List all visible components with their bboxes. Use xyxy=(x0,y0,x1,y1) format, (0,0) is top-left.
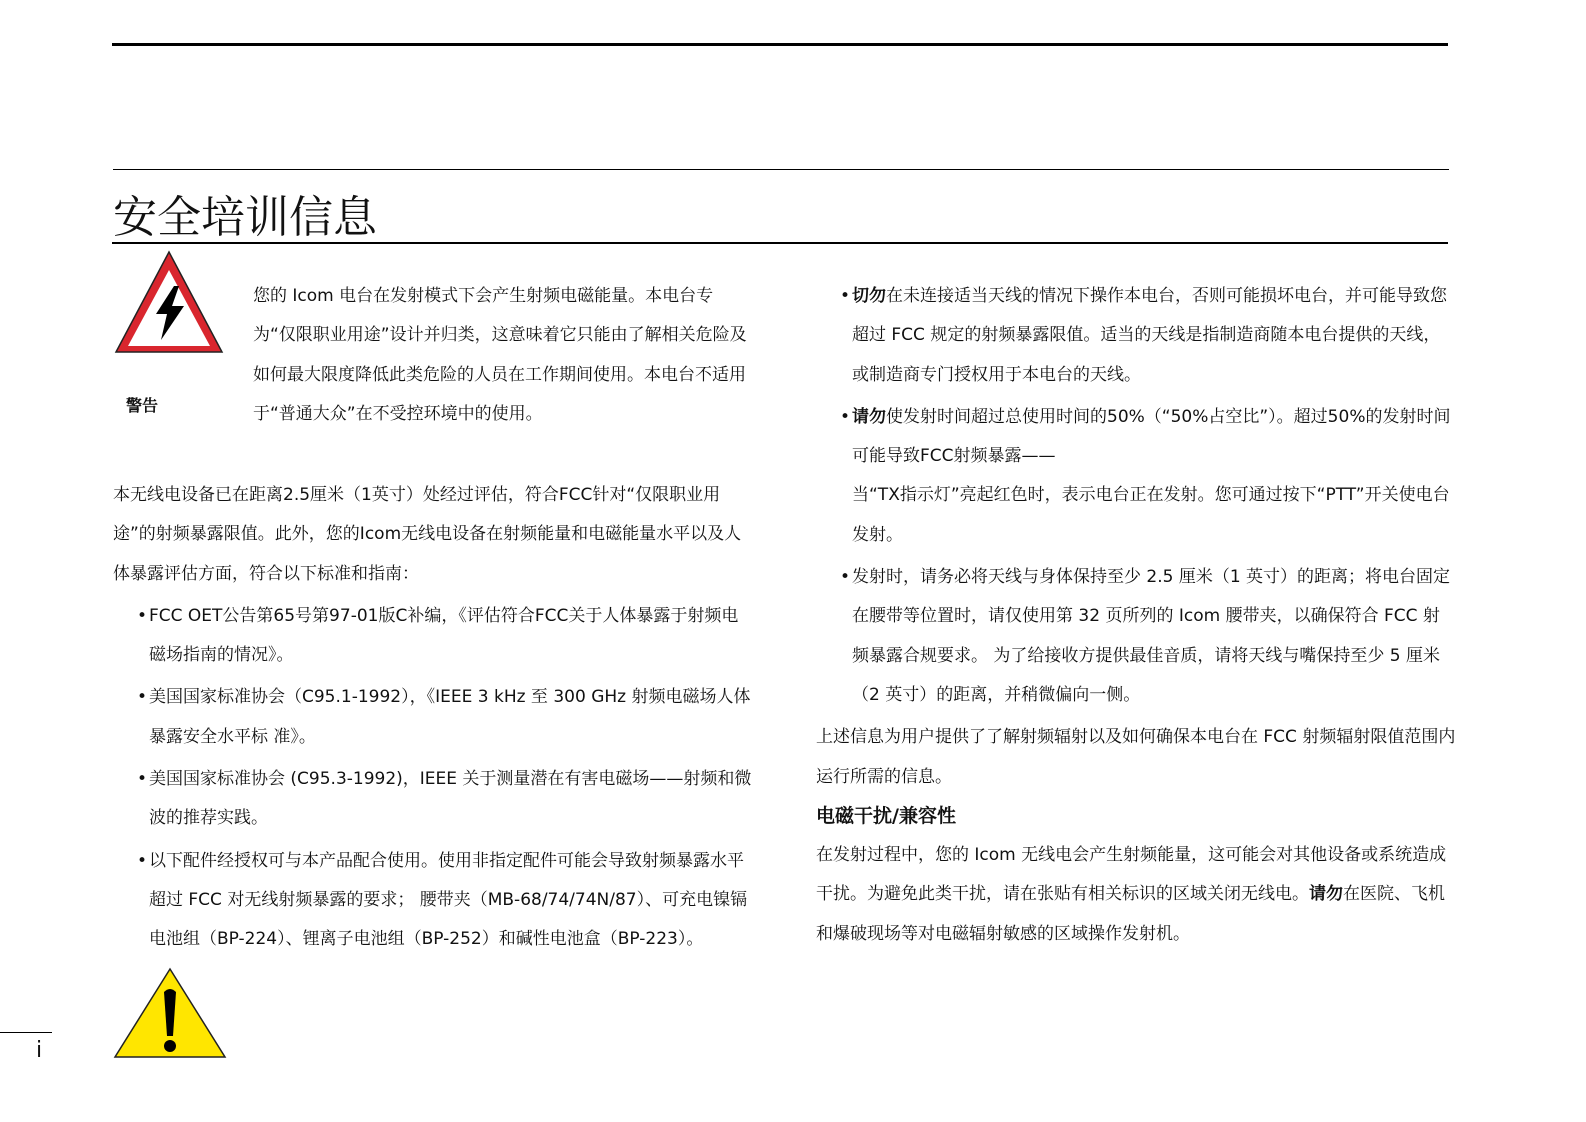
list-item-continuation: 当“TX指示灯”亮起红色时，表示电台正在发射。您可通过按下“PTT”开关使电台发射。 xyxy=(852,485,1450,545)
page-title: 安全培训信息 xyxy=(113,192,377,243)
emc-paragraph: 在发射过程中，您的 Icom 无线电会产生射频能量，这可能会对其他设备或系统造成干扰。为避免此类干扰，请在张贴有相关标识的区域关闭无线电。请勿在医院、飞机和爆破现场等对电磁辐射敏感的区域操作发射机。 xyxy=(816,845,1447,944)
list-item: • FCC OET公告第65号第97-01版C补编，《评估符合FCC关于人体暴露于射频电磁场指南的情况》。 xyxy=(137,605,739,666)
list-item: • 请勿使发射时间超过总使用时间的50%（“50%占空比”）。超过50%的发射时间可能导致FCC射频暴露—— xyxy=(840,406,1451,467)
list-item: • 发射时，请务必将天线与身体保持至少 2.5 厘米（1 英寸）的距离；将电台固定在腰带等位置时，请仅使用第 32 页所列的 Icom 腰带夹，以确保符合 FCC 射频暴露合规要求。 为了给接收方提供最佳音质，请将天线与嘴保持至少 5 厘米（2 英寸）的距离，并稍微偏向一侧。 xyxy=(840,567,1451,705)
list-item: • 切勿在未连接适当天线的情况下操作本电台，否则可能损坏电台，并可能导致您超过 FCC 规定的射频暴露限值。适当的天线是指制造商随本电台提供的天线，或制造商专门授权用于本电台的天线。 xyxy=(840,286,1447,385)
page-number: i xyxy=(36,1038,43,1063)
title-top-rule xyxy=(113,169,1449,170)
summary-paragraph: 上述信息为用户提供了了解射频辐射以及如何确保本电台在 FCC 射频辐射限值范围内运行所需的信息。 xyxy=(816,727,1456,787)
caution-exclamation-icon xyxy=(112,966,228,1060)
left-paragraph: 本无线电设备已在距离2.5厘米（1英寸）处经过评估，符合FCC针对“仅限职业用途”的射频暴露限值。此外，您的Icom无线电设备在射频能量和电磁能量水平以及人体暴露评估方面，符合以下标准和指南： xyxy=(113,485,742,584)
left-column xyxy=(113,476,753,963)
list-item: • 以下配件经授权可与本产品配合使用。使用非指定配件可能会导致射频暴露水平超过 FCC 对无线射频暴露的要求； 腰带夹（MB-68/74/74N/87）、可充电镍镉电池组（BP-224）、锂离子电池组（BP-252）和碱性电池盒（BP-223）。 xyxy=(137,850,748,950)
electric-hazard-icon xyxy=(112,248,226,356)
emc-heading: 电磁干扰/兼容性 xyxy=(816,804,956,827)
top-rule xyxy=(112,43,1448,46)
warning-label: 警告 xyxy=(126,396,159,415)
list-item: • 美国国家标准协会（C95.1-1992），《IEEE 3 kHz 至 300 GHz 射频电磁场人体暴露安全水平标 准》。 xyxy=(137,687,751,747)
list-item: • 美国国家标准协会 (C95.3-1992)，IEEE 关于测量潜在有害电磁场——射频和微波的推荐实践。 xyxy=(137,769,752,829)
right-column xyxy=(816,277,1456,954)
footer-rule xyxy=(0,1032,52,1033)
intro-text: 您的 Icom 电台在发射模式下会产生射频电磁能量。本电台专为“仅限职业用途”设计并归类，这意味着它只能由了解相关危险及如何最大限度降低此类危险的人员在工作期间使用。本电台不适用于“普通大众”在不受控环境中的使用。 xyxy=(253,286,747,424)
intro-paragraph xyxy=(253,277,753,434)
